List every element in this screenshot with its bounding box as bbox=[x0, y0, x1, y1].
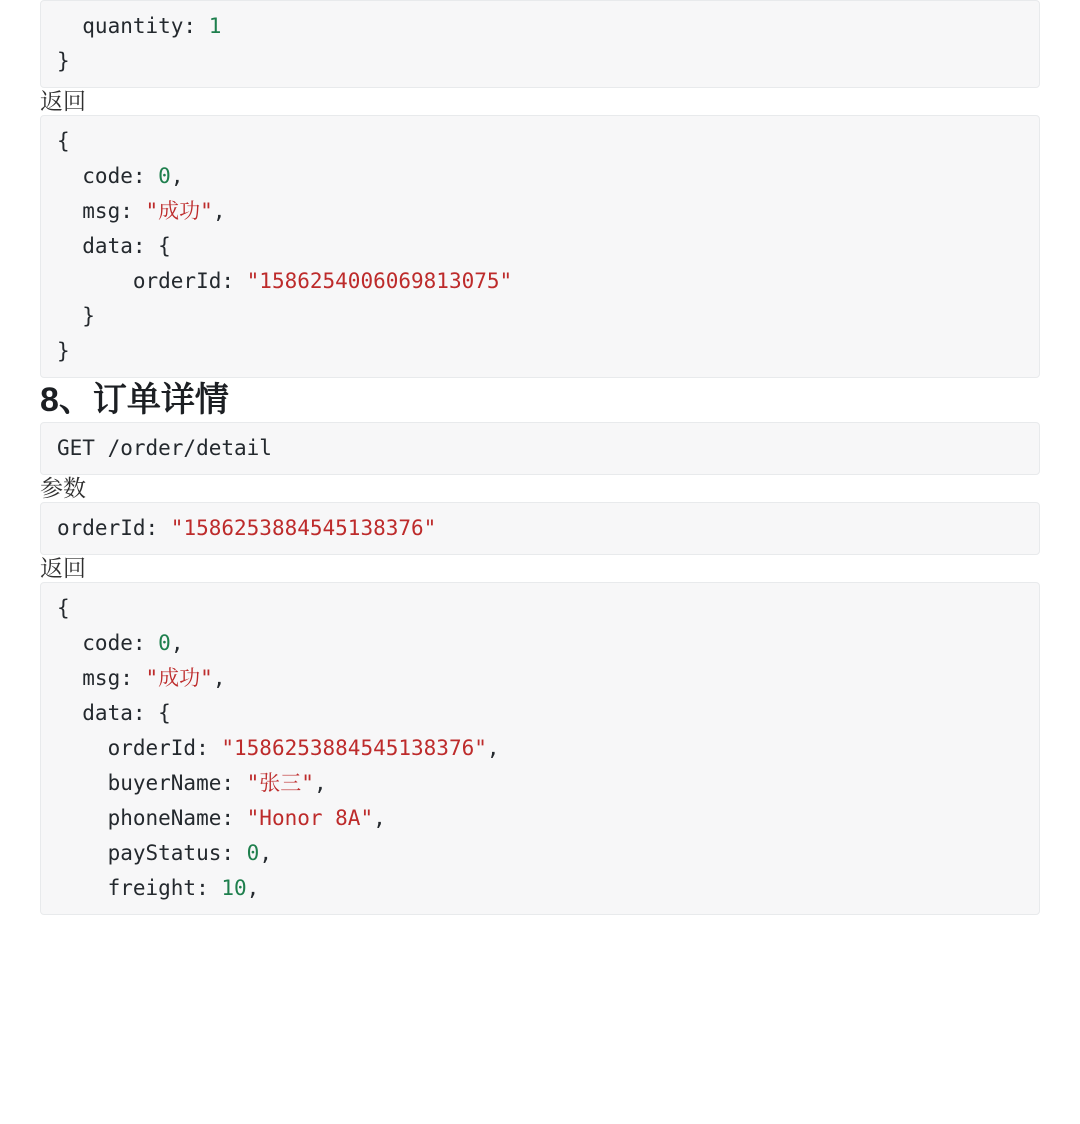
code-block-detail-params bbox=[40, 502, 1040, 555]
params-label: 参数 bbox=[40, 475, 86, 501]
code-block-create-order-response bbox=[40, 115, 1040, 378]
code-token: quantity: bbox=[57, 14, 209, 38]
code-token: msg: bbox=[57, 199, 146, 223]
code-token: data: { bbox=[57, 234, 171, 258]
code-token: , bbox=[373, 806, 386, 830]
code-line bbox=[57, 871, 1023, 906]
code-line bbox=[57, 124, 1023, 159]
code-token: code: bbox=[57, 164, 159, 188]
code-line bbox=[57, 801, 1023, 836]
code-block-request-partial bbox=[40, 0, 1040, 88]
code-line bbox=[57, 731, 1023, 766]
code-token: , bbox=[212, 199, 226, 223]
section-heading-order-detail: 8、订单详情 bbox=[40, 381, 229, 419]
code-token: orderId: bbox=[57, 269, 247, 293]
code-token: orderId: bbox=[57, 516, 171, 540]
code-line bbox=[57, 194, 1023, 229]
code-block-endpoint bbox=[40, 422, 1040, 475]
code-line bbox=[57, 334, 1023, 369]
code-token: msg: bbox=[57, 666, 146, 690]
code-token: } bbox=[57, 304, 95, 328]
code-line bbox=[57, 264, 1023, 299]
code-token: "1586253884545138376" bbox=[170, 516, 437, 540]
document bbox=[40, 0, 1040, 915]
code-token: 10 bbox=[221, 876, 247, 900]
code-token: , bbox=[170, 164, 184, 188]
code-token: buyerName: bbox=[57, 771, 247, 795]
code-line bbox=[57, 661, 1023, 696]
code-token: { bbox=[57, 596, 70, 620]
return-label-2: 返回 bbox=[40, 555, 86, 581]
code-token: , bbox=[486, 736, 500, 760]
code-token: , bbox=[170, 631, 184, 655]
code-line bbox=[57, 626, 1023, 661]
code-block-detail-response bbox=[40, 582, 1040, 915]
code-token: 0 bbox=[158, 631, 171, 655]
code-token: } bbox=[57, 49, 70, 73]
code-token: , bbox=[212, 666, 226, 690]
code-token: } bbox=[57, 339, 70, 363]
code-token: 0 bbox=[158, 164, 171, 188]
code-token: , bbox=[246, 876, 260, 900]
code-token: { bbox=[57, 129, 70, 153]
code-token: 1 bbox=[208, 14, 222, 38]
code-token: 0 bbox=[246, 841, 260, 865]
code-line bbox=[57, 299, 1023, 334]
code-token: orderId: bbox=[57, 736, 222, 760]
code-token: code: bbox=[57, 631, 159, 655]
code-line bbox=[57, 9, 1023, 44]
code-line bbox=[57, 696, 1023, 731]
code-line bbox=[57, 836, 1023, 871]
code-token: payStatus: bbox=[57, 841, 247, 865]
code-line bbox=[57, 591, 1023, 626]
code-token: "Honor 8A" bbox=[246, 806, 374, 830]
code-token: "1586253884545138376" bbox=[221, 736, 487, 760]
code-token: , bbox=[259, 841, 272, 865]
code-line bbox=[57, 511, 1023, 546]
code-token: "成功" bbox=[145, 199, 213, 223]
code-token: "1586254006069813075" bbox=[246, 269, 513, 293]
return-label-1: 返回 bbox=[40, 88, 86, 114]
code-token: "成功" bbox=[145, 666, 213, 690]
code-token: freight: bbox=[57, 876, 222, 900]
code-token: phoneName: bbox=[57, 806, 247, 830]
code-line bbox=[57, 44, 1023, 79]
code-token: "张三" bbox=[246, 771, 314, 795]
code-line bbox=[57, 431, 1023, 466]
code-line bbox=[57, 229, 1023, 264]
code-token: GET /order/detail bbox=[57, 436, 272, 460]
code-token: , bbox=[313, 771, 327, 795]
code-line bbox=[57, 159, 1023, 194]
code-token: data: { bbox=[57, 701, 171, 725]
code-line bbox=[57, 766, 1023, 801]
